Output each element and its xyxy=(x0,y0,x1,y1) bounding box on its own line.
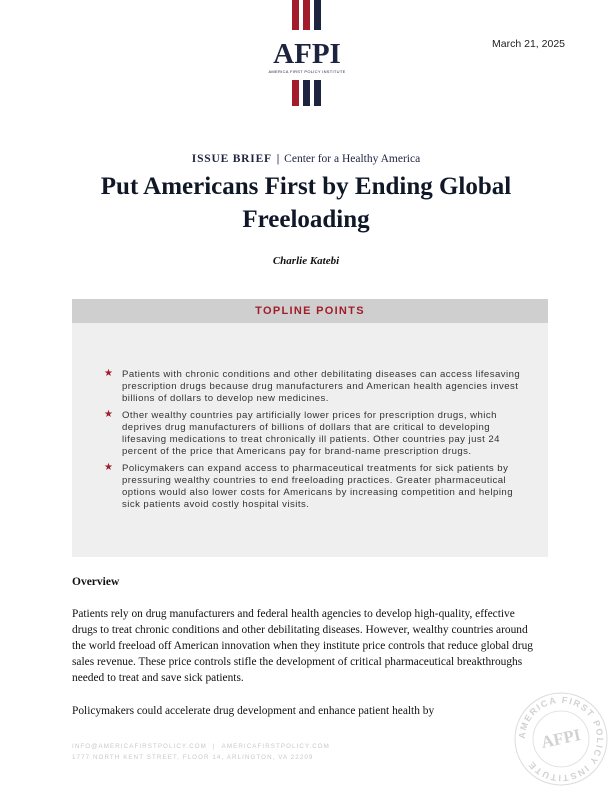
star-icon: ★ xyxy=(104,368,114,379)
seal-center-text: AFPI xyxy=(539,725,583,752)
logo-text: AFPI xyxy=(273,38,341,70)
topline-point-text: Policymakers can expand access to pharmaceutical treatments for sick patients by pressuring wealthy countries to end freeloading practices. Greater pharmaceutical options would also lower costs for Americans by increasing competition and helping sick patients avoid costly hospital visits. xyxy=(122,463,513,510)
footer-contact-line xyxy=(72,741,330,752)
topline-heading: TOPLINE POINTS xyxy=(72,299,548,323)
footer-separator: | xyxy=(212,743,216,750)
overview-paragraph: Policymakers could accelerate drug development and enhance patient health by xyxy=(72,705,435,717)
footer-address: 1777 NORTH KENT STREET, FLOOR 14, ARLINGTON, VA 22209 xyxy=(72,754,314,761)
topline-point xyxy=(104,410,532,458)
afpi-logo xyxy=(262,0,352,106)
seal-ring-text: AMERICA FIRST POLICY INSTITUTE xyxy=(516,694,606,784)
page-footer xyxy=(72,741,330,763)
topline-point xyxy=(104,463,532,511)
author-name: Charlie Katebi xyxy=(272,255,340,267)
topline-list xyxy=(72,323,548,511)
center-name: Center for a Healthy America xyxy=(284,153,421,165)
afpi-seal-watermark xyxy=(510,688,612,790)
brief-type: ISSUE BRIEF xyxy=(191,153,272,165)
kicker-divider: | xyxy=(276,153,280,165)
topline-point xyxy=(104,369,532,405)
overview-heading: Overview xyxy=(72,576,120,588)
footer-email[interactable]: INFO@AMERICAFIRSTPOLICY.COM xyxy=(72,743,207,750)
logo-subtext: AMERICA FIRST POLICY INSTITUTE xyxy=(268,69,346,74)
topline-point-text: Patients with chronic conditions and other debilitating diseases can access lifesaving prescription drugs because drug manufacturers and American health agencies invest billions of dollars to develop new medicines. xyxy=(122,369,521,404)
topline-points-box xyxy=(72,299,548,557)
brief-kicker xyxy=(0,153,612,165)
publication-date: March 21, 2025 xyxy=(492,38,565,50)
topline-point-text: Other wealthy countries pay artificially lower prices for prescription drugs, which deprives drug manufacturers of billions of dollars that are critical to developing lifesaving medications to treat chronically ill patients. Other countries pay just 24 percent of the price that Americans pay for brand-name prescription drugs. xyxy=(122,410,500,457)
star-icon: ★ xyxy=(104,409,114,420)
overview-paragraph: Patients rely on drug manufacturers and federal health agencies to develop high-quality, effective drugs to treat chronic conditions and other debilitating diseases. However, wealthy countries around the world freeload off American innovation when they institute price controls that reduce global drug sales revenue. These price controls stifle the development of critical pharmaceutical breakthroughs needed to treat and save sick patients. xyxy=(72,608,533,684)
star-icon: ★ xyxy=(104,462,114,473)
footer-website[interactable]: AMERICAFIRSTPOLICY.COM xyxy=(221,743,330,750)
document-title: Put Americans First by Ending Global Freeloading xyxy=(100,173,512,233)
